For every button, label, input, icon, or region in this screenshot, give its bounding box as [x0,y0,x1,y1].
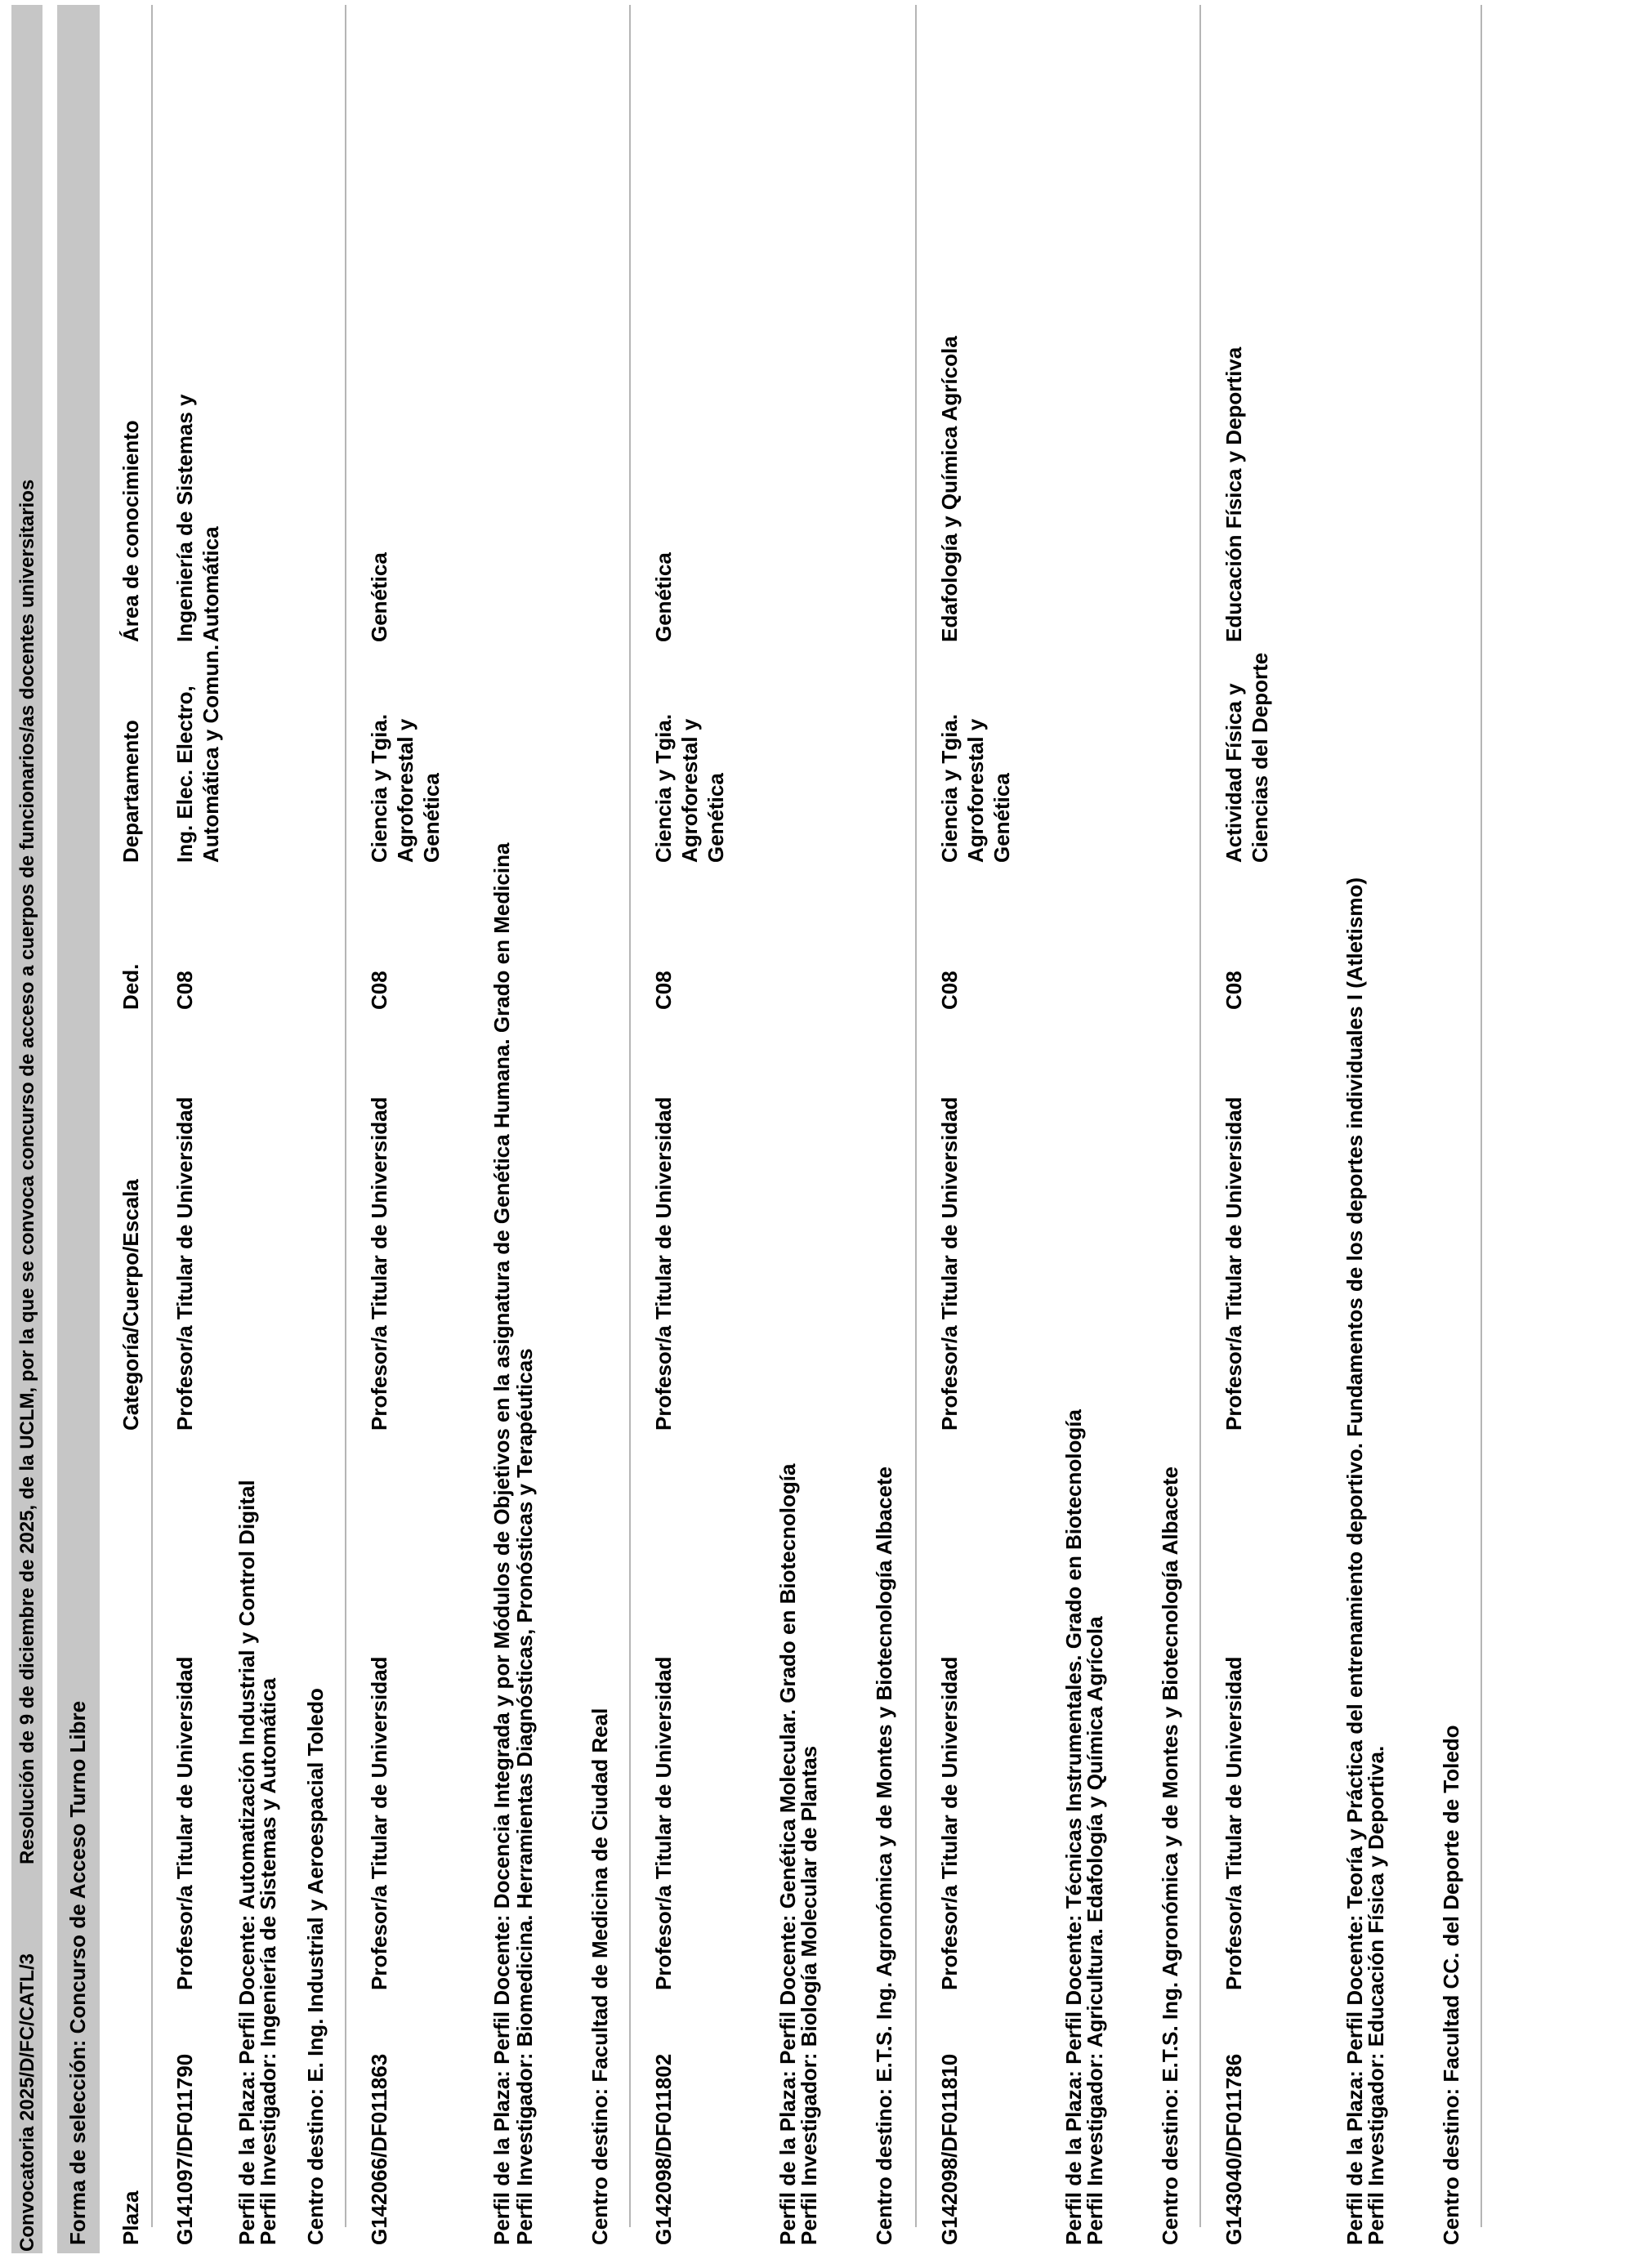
column-header-plaza: Plaza [118,2190,143,2245]
departamento-line: Genética [703,773,728,863]
centro-destino: Centro destino: E.T.S. Ing. Agronómica y de Montes y Biotecnología Albacete [872,1467,896,2245]
categoria-value: Profesor/a Titular de Universidad [172,1096,197,1431]
departamento-value [936,714,1015,863]
plaza-label: Profesor/a Titular de Universidad [651,1656,676,1990]
divider [629,5,631,2227]
centro-destino: Centro destino: E.T.S. Ing. Agronómica y de Montes y Biotecnología Albacete [1158,1467,1182,2245]
departamento-line: Ciencia y Tgia. [651,713,676,863]
categoria-value: Profesor/a Titular de Universidad [1221,1096,1246,1431]
departamento-value [650,714,729,863]
dedicacion-value: C08 [1221,971,1246,1010]
perfil-investigador: Perfil Investigador: Educación Física y Deportiva. [1364,1745,1388,2245]
perfil-investigador: Perfil Investigador: Biología Molecular de Plantas [797,1745,821,2245]
dedicacion-value: C08 [937,971,962,1010]
departamento-line: Agroforestal y [393,718,418,863]
area-value [650,552,677,642]
departamento-line: Ciencia y Tgia. [367,713,391,863]
departamento-line: Ciencias del Deporte [1248,652,1272,863]
divider [1481,5,1482,2227]
perfil-docente: Perfil de la Plaza: Perfil Docente: Docencia Integrada y por Módulos de Objetivos en la asignatura de Genética Humana. Grado en Medicina [489,842,514,2245]
plaza-label: Profesor/a Titular de Universidad [1221,1656,1246,1990]
departamento-line: Automática y Comun. [199,644,223,863]
categoria-value: Profesor/a Titular de Universidad [651,1096,676,1431]
divider [1199,5,1201,2227]
departamento-value [172,645,224,863]
plaza-code: G142098/DF011802 [651,2053,676,2245]
area-line: Ingeniería de Sistemas y [172,394,197,642]
area-line: Edafología y Química Agrícola [937,336,962,642]
centro-destino: Centro destino: Facultad CC. del Deporte de Toledo [1439,1725,1463,2245]
area-line: Genética [651,552,676,642]
plaza-code: G142098/DF011810 [937,2053,962,2245]
perfil-docente: Perfil de la Plaza: Perfil Docente: Genética Molecular. Grado en Biotecnología [775,1463,800,2245]
perfil-docente: Perfil de la Plaza: Perfil Docente: Automatización Industrial y Control Digital [234,1480,259,2245]
column-header-departamento: Departamento [118,720,143,863]
plaza-label: Profesor/a Titular de Universidad [172,1656,197,1990]
plaza-code: G141097/DF011790 [172,2053,197,2245]
departamento-line: Ciencia y Tgia. [937,713,962,863]
area-value [172,395,224,642]
centro-destino: Centro destino: E. Ing. Industrial y Aeroespacial Toledo [303,1688,328,2245]
departamento-line: Genética [419,773,444,863]
departamento-line: Agroforestal y [963,718,988,863]
plaza-code: G142066/DF011863 [367,2053,391,2245]
area-line: Educación Física y Deportiva [1221,346,1246,642]
area-line: Automática [199,526,223,642]
resolucion-title: Resolución de 9 de diciembre de 2025, de la UCLM, por la que se convoca concurso de acceso a cuerpos de funcionarios/as docentes universitarios [16,479,38,1864]
perfil-docente: Perfil de la Plaza: Perfil Docente: Teoría y Práctica del entrenamiento deportivo. Fundamentos de los deportes individuales I (Atletismo) [1342,877,1367,2245]
departamento-line: Actividad Física y [1221,683,1246,863]
area-value [366,552,392,642]
dedicacion-value: C08 [651,971,676,1010]
perfil-investigador: Perfil Investigador: Biomedicina. Herramientas Diagnósticas, Pronósticas y Terapéuticas [512,1348,537,2245]
divider [151,5,153,2227]
plaza-code: G143040/DF011786 [1221,2053,1246,2245]
column-header-dedicacion: Ded. [118,963,143,1010]
dedicacion-value: C08 [172,971,197,1010]
plaza-label: Profesor/a Titular de Universidad [367,1656,391,1990]
departamento-line: Genética [989,773,1014,863]
departamento-line: Ing. Elec. Electro, [172,685,197,863]
plaza-label: Profesor/a Titular de Universidad [937,1656,962,1990]
dedicacion-value: C08 [367,971,391,1010]
categoria-value: Profesor/a Titular de Universidad [367,1096,391,1431]
departamento-value [1221,653,1273,863]
forma-seleccion-label: Forma de selección: Concurso de Acceso Turno Libre [65,1700,90,2245]
departamento-line: Agroforestal y [677,718,702,863]
perfil-investigador: Perfil Investigador: Ingeniería de Sistemas y Automática [256,1677,280,2245]
area-value [1221,347,1247,642]
column-header-categoria: Categoría/Cuerpo/Escala [118,1179,143,1431]
convocatoria-label: Convocatoria 2025/D/FC/CATL/3 [16,1953,38,2252]
perfil-investigador: Perfil Investigador: Agricultura. Edafología y Química Agrícola [1083,1616,1107,2245]
divider [345,5,346,2227]
centro-destino: Centro destino: Facultad de Medicina de Ciudad Real [587,1708,612,2245]
departamento-value [366,714,444,863]
area-value [936,336,962,642]
area-line: Genética [367,552,391,642]
perfil-docente: Perfil de la Plaza: Perfil Docente: Técnicas Instrumentales. Grado en Biotecnología [1061,1409,1086,2245]
categoria-value: Profesor/a Titular de Universidad [937,1096,962,1431]
column-header-area: Área de conocimiento [118,420,143,642]
divider [915,5,917,2227]
